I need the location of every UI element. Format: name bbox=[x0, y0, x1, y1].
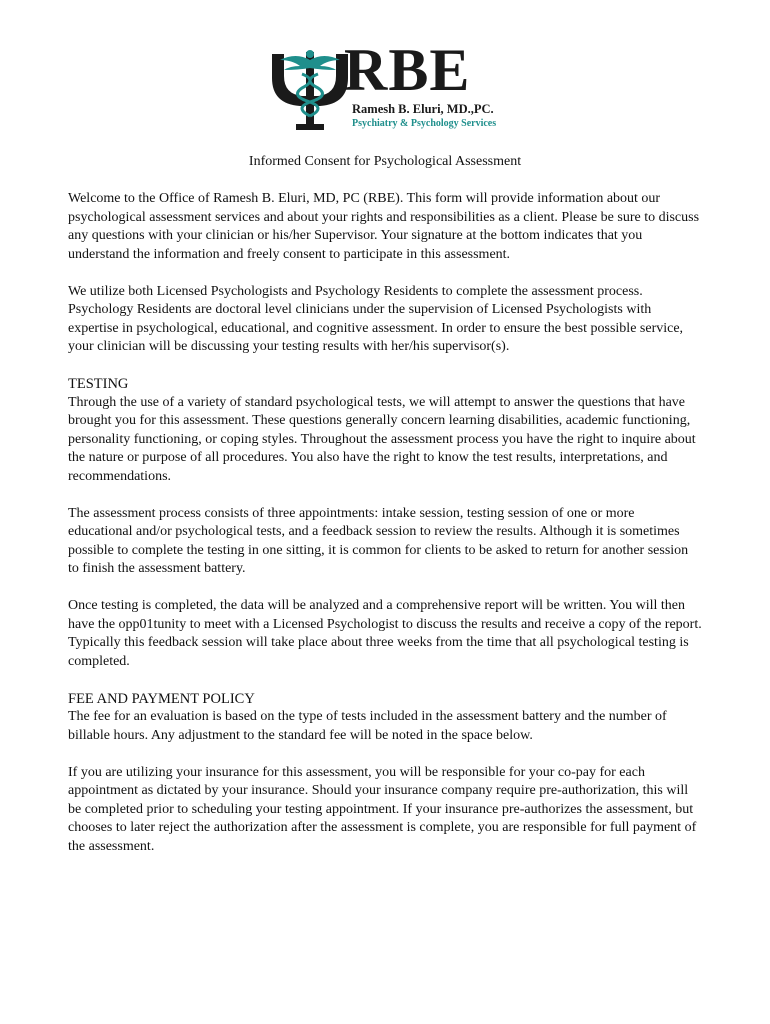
intro-paragraph: Welcome to the Office of Ramesh B. Eluri, MD, PC (RBE). This form will provide information about our psychological assessment services and about your rights and responsibilities as a client. Please be sure to discuss any questions with your clinician or his/her Supervisor. Your signature at the bottom indicates that you understand the information and freely consent to participate in this assessment. bbox=[68, 191, 700, 262]
fee-paragraph-2: If you are utilizing your insurance for this assessment, you will be responsible for your co-pay for each appointment as dictated by your insurance. Should your insurance company require pre-authorization, this will be completed prior to scheduling your testing appointment. If your insurance pre-authorizes the assessment, but chooses to later reject the authorization after the assessment is complete, you are responsible for full payment of the assessment. bbox=[68, 764, 697, 854]
document-title: Informed Consent for Psychological Assessment bbox=[248, 154, 522, 169]
document-body bbox=[68, 190, 702, 875]
practice-logo bbox=[266, 37, 511, 132]
testing-paragraph-1: Through the use of a variety of standard psychological tests, we will attempt to answer the questions that have brought you for this assessment. These questions generally concern learning disabilities, academic functioning, personality functioning, or coping styles. Throughout the assessment process you have the right to inquire about the nature or purpose of all procedures. You also have the right to know the test results, interpretations, and recommendations. bbox=[68, 394, 696, 484]
logo-doctor-name: Ramesh B. Eluri, MD.,PC. bbox=[352, 102, 494, 116]
fee-paragraph-1: The fee for an evaluation is based on the type of tests included in the assessment battery and the number of billable hours. Any adjustment to the standard fee will be noted in the space below. bbox=[68, 709, 667, 743]
caduceus-psi-icon bbox=[266, 46, 354, 132]
testing-heading: TESTING bbox=[68, 376, 129, 392]
logo-brand: RBE bbox=[344, 37, 471, 103]
testing-paragraph-3: Once testing is completed, the data will be analyzed and a comprehensive report will be written. You will then have the opp01tunity to meet with a Licensed Psychologist to discuss the results and receive a copy of the report. Typically this feedback session will take place about three weeks from the time that all psychological testing is completed. bbox=[68, 598, 702, 669]
logo-tagline: Psychiatry & Psychology Services bbox=[352, 118, 497, 129]
fee-heading: FEE AND PAYMENT POLICY bbox=[68, 690, 255, 707]
testing-paragraph-2: The assessment process consists of three appointments: intake session, testing session of one or more educational and/or psychological tests, and a feedback session to review the results. Although it is sometimes possible to complete the testing in one sitting, it is common for clients to be asked to return for another session to finish the assessment battery. bbox=[68, 505, 689, 576]
staff-paragraph: We utilize both Licensed Psychologists and Psychology Residents to complete the assessment process. Psychology Residents are doctoral level clinicians under the supervision of Licensed Psychologists with expertise in psychological, educational, and cognitive assessment. In order to ensure the best possible service, your clinician will be discussing your testing results with her/his supervisor(s). bbox=[68, 283, 684, 354]
